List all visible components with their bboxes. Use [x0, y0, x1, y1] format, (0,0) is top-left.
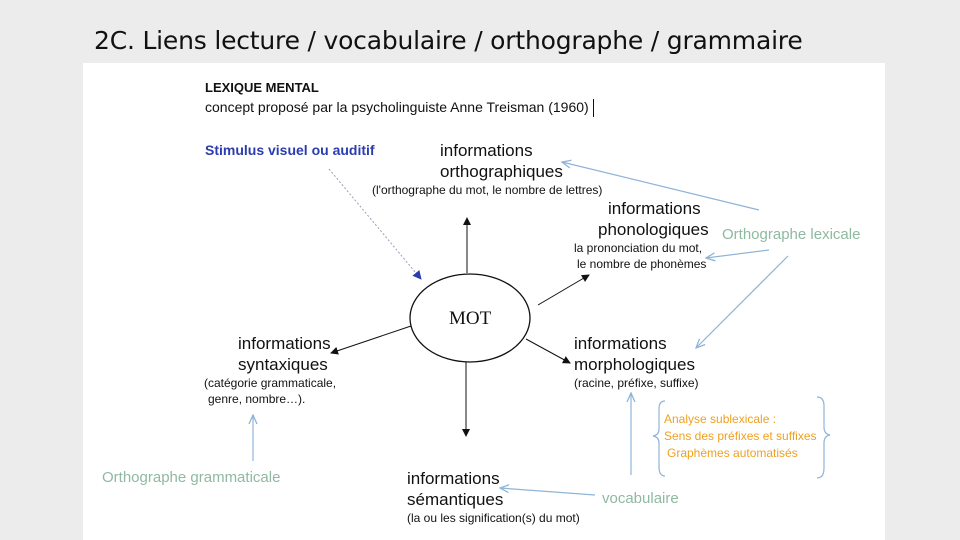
grammatical-spelling-label: Orthographe grammaticale	[102, 469, 281, 486]
semantic-title-2: sémantiques	[407, 490, 504, 509]
page-title: 2C. Liens lecture / vocabulaire / orthographe / grammaire	[94, 26, 803, 55]
lexical-spelling-label: Orthographe lexicale	[722, 226, 861, 243]
sublexical-line-1: Analyse sublexicale :	[664, 412, 777, 426]
phonological-detail-2: le nombre de phonèmes	[577, 257, 707, 271]
lexique-mental-diagram	[83, 63, 885, 540]
morphological-title-2: morphologiques	[574, 355, 695, 374]
lexical-to-phonological-arrow	[706, 250, 769, 258]
treisman-caption: concept proposé par la psycholinguiste Anne Treisman (1960)	[205, 99, 589, 115]
syntactic-title-1: informations	[238, 334, 331, 353]
semantic-title-1: informations	[407, 469, 500, 488]
arrow-to-syntactic	[331, 326, 411, 353]
right-bracket	[817, 397, 830, 478]
arrow-to-morphological	[526, 339, 570, 363]
stimulus-label: Stimulus visuel ou auditif	[205, 142, 375, 158]
vocabulary-to-semantic-arrow	[500, 488, 595, 495]
orthographic-detail: (l'orthographe du mot, le nombre de lettres)	[372, 183, 603, 197]
orthographic-title-2: orthographiques	[440, 162, 563, 181]
phonological-title-2: phonologiques	[598, 220, 709, 239]
text-cursor	[593, 99, 594, 117]
vocabulary-label: vocabulaire	[602, 490, 679, 507]
semantic-detail: (la ou les signification(s) du mot)	[407, 511, 580, 525]
syntactic-title-2: syntaxiques	[238, 355, 328, 374]
syntactic-detail-2: genre, nombre…).	[208, 392, 306, 406]
mot-label: MOT	[449, 308, 492, 329]
syntactic-detail-1: (catégorie grammaticale,	[204, 376, 337, 390]
sublexical-line-3: Graphèmes automatisés	[667, 446, 798, 460]
arrow-to-phonological	[538, 275, 589, 305]
lexical-to-morphological-arrow	[696, 256, 788, 348]
morphological-title-1: informations	[574, 334, 667, 353]
lexique-mental-heading: LEXIQUE MENTAL	[205, 80, 319, 95]
sublexical-line-2: Sens des préfixes et suffixes	[664, 429, 817, 443]
phonological-detail-1: la prononciation du mot,	[574, 241, 703, 255]
morphological-detail: (racine, préfixe, suffixe)	[574, 376, 699, 390]
phonological-title-1: informations	[608, 199, 701, 218]
orthographic-title-1: informations	[440, 141, 533, 160]
